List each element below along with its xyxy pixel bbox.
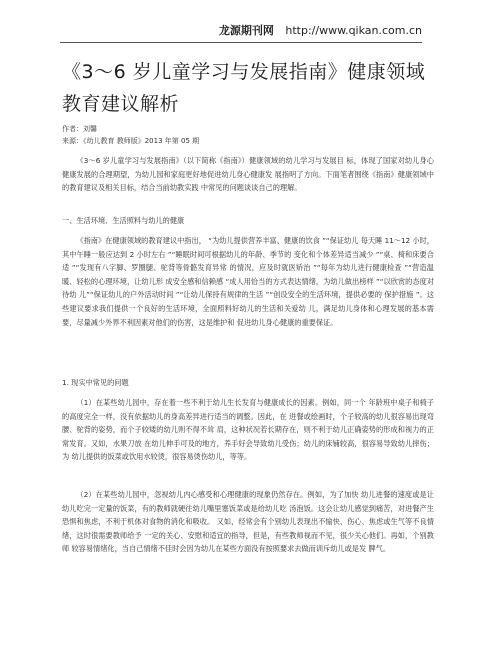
- subsection-heading: 1. 现实中常见的问题: [62, 378, 129, 387]
- intro-text: 《3～6 岁儿童学习与发展指南》（以下简称《指南》）健康领域的幼儿学习与发展目 标，体现了国家对幼儿身心健康发展的合理期望，为幼儿园和家庭更好地促进幼儿身心健康发 展指明了方向。下面笔者围绕《指南》健康领域中的教育建议及相关目标，结合当前幼教实践 中常见的问题谈谈自己的理解。: [62, 156, 434, 193]
- problem-text-2: （2）在某些幼儿园中，忽视幼儿内心感受和心理健康的现象仍然存在。例如，为了加快 幼儿进餐的速度或是让幼儿吃完一定量的饭菜，有的教师就硬往幼儿嘴里塞饭菜或是给幼儿吃 汤泡饭。这会让幼儿感觉到痛苦，对进餐产生恐惧和焦虑，不利于机体对食物的消化和吸收。 又如，经常会有个别幼儿表现出不愉快、伤心、焦虑或生气等不良情绪，这时很需要教师给予 一定的关心、安慰和适宜的指导，但是，有些教师视而不见，很少关心他们。再如，个别教师 较容易情绪化，当自己情绪不佳时会因为幼儿在某些方面没有按照要求去做而训斥幼儿或是发 脾气。: [62, 490, 434, 554]
- section-heading: 一、生活环境、生活照料与幼儿的健康: [62, 216, 185, 225]
- section1-paragraph: [62, 234, 434, 329]
- page-header: [219, 22, 422, 38]
- problem-text-1: （1）在某些幼儿园中，存在着一些不利于幼儿生长发育与健康成长的因素。例如，同一个 年龄班中桌子和椅子的高度完全一样，没有依据幼儿的身高差异进行适当的调整。因此，在 进餐或绘画时，个子较高的幼儿很容易出现弯腰、驼背的姿势，而个子较矮的幼儿则不得不耸 肩，这种状况若长期存在，则不利于幼儿正确姿势的形成和视力的正常发育。又如，水果刀放 在幼儿伸手可及的地方，养手好会导致幼儿受伤；幼儿的床铺较高，很容易导致幼儿摔伤；为 幼儿提供的饭菜或饮用水较烫，很容易烫伤幼儿，等等。: [62, 398, 434, 462]
- problem-paragraph-2: [62, 488, 434, 556]
- site-url[interactable]: http://www.qikan.com.cn: [285, 24, 422, 37]
- intro-paragraph: [62, 154, 434, 195]
- article-source: 来源：《幼儿教育 教师版》2013 年第 05 期: [62, 137, 200, 145]
- article-title-line2: 教育建议解析: [62, 93, 180, 115]
- site-name: 龙源期刊网: [218, 24, 274, 37]
- section1-text: 《指南》在健康领域的教育建议中指出， “为幼儿提供营养丰富、健康的饮食 ”“保证幼儿 每天睡 11～12 小时，其中午睡一般应达到 2 小时左右 ”“睡眠时间可根据幼儿的年龄、季节的 变化和个体差异适当减少 ”“桌、椅和床要合适 ”“发现有八字脚、罗圈腿、驼背等骨骼发育异常 的情况，应及时就医矫治 ”“每年为幼儿进行健康检查 ”“营造温暖、轻松的心理环境，让幼儿形 成安全感和信赖感 “成人用恰当的方式表达情绪，为幼儿做出榜样 ”“以欣赏的态度对待幼 儿”“保证幼儿的户外活动时间 ”“让幼儿保持有规律的生活 ”“创设安全的生活环境，提供必要的 保护措施 ”。这些建议要求我们提供一个良好的生活环境，全面照料好幼儿的生活和关爱幼 儿，满足幼儿身体和心理发展的基本需要，尽量减少外界不利因素对他们的伤害，这是维护和 促进幼儿身心健康的重要保证。: [62, 236, 435, 327]
- article-title-line1: 《3～6 岁儿童学习与发展指南》健康领域: [62, 61, 426, 83]
- article-author: 作者：刘馨: [62, 125, 97, 133]
- header-divider: [60, 42, 422, 43]
- problem-paragraph-1: [62, 396, 434, 464]
